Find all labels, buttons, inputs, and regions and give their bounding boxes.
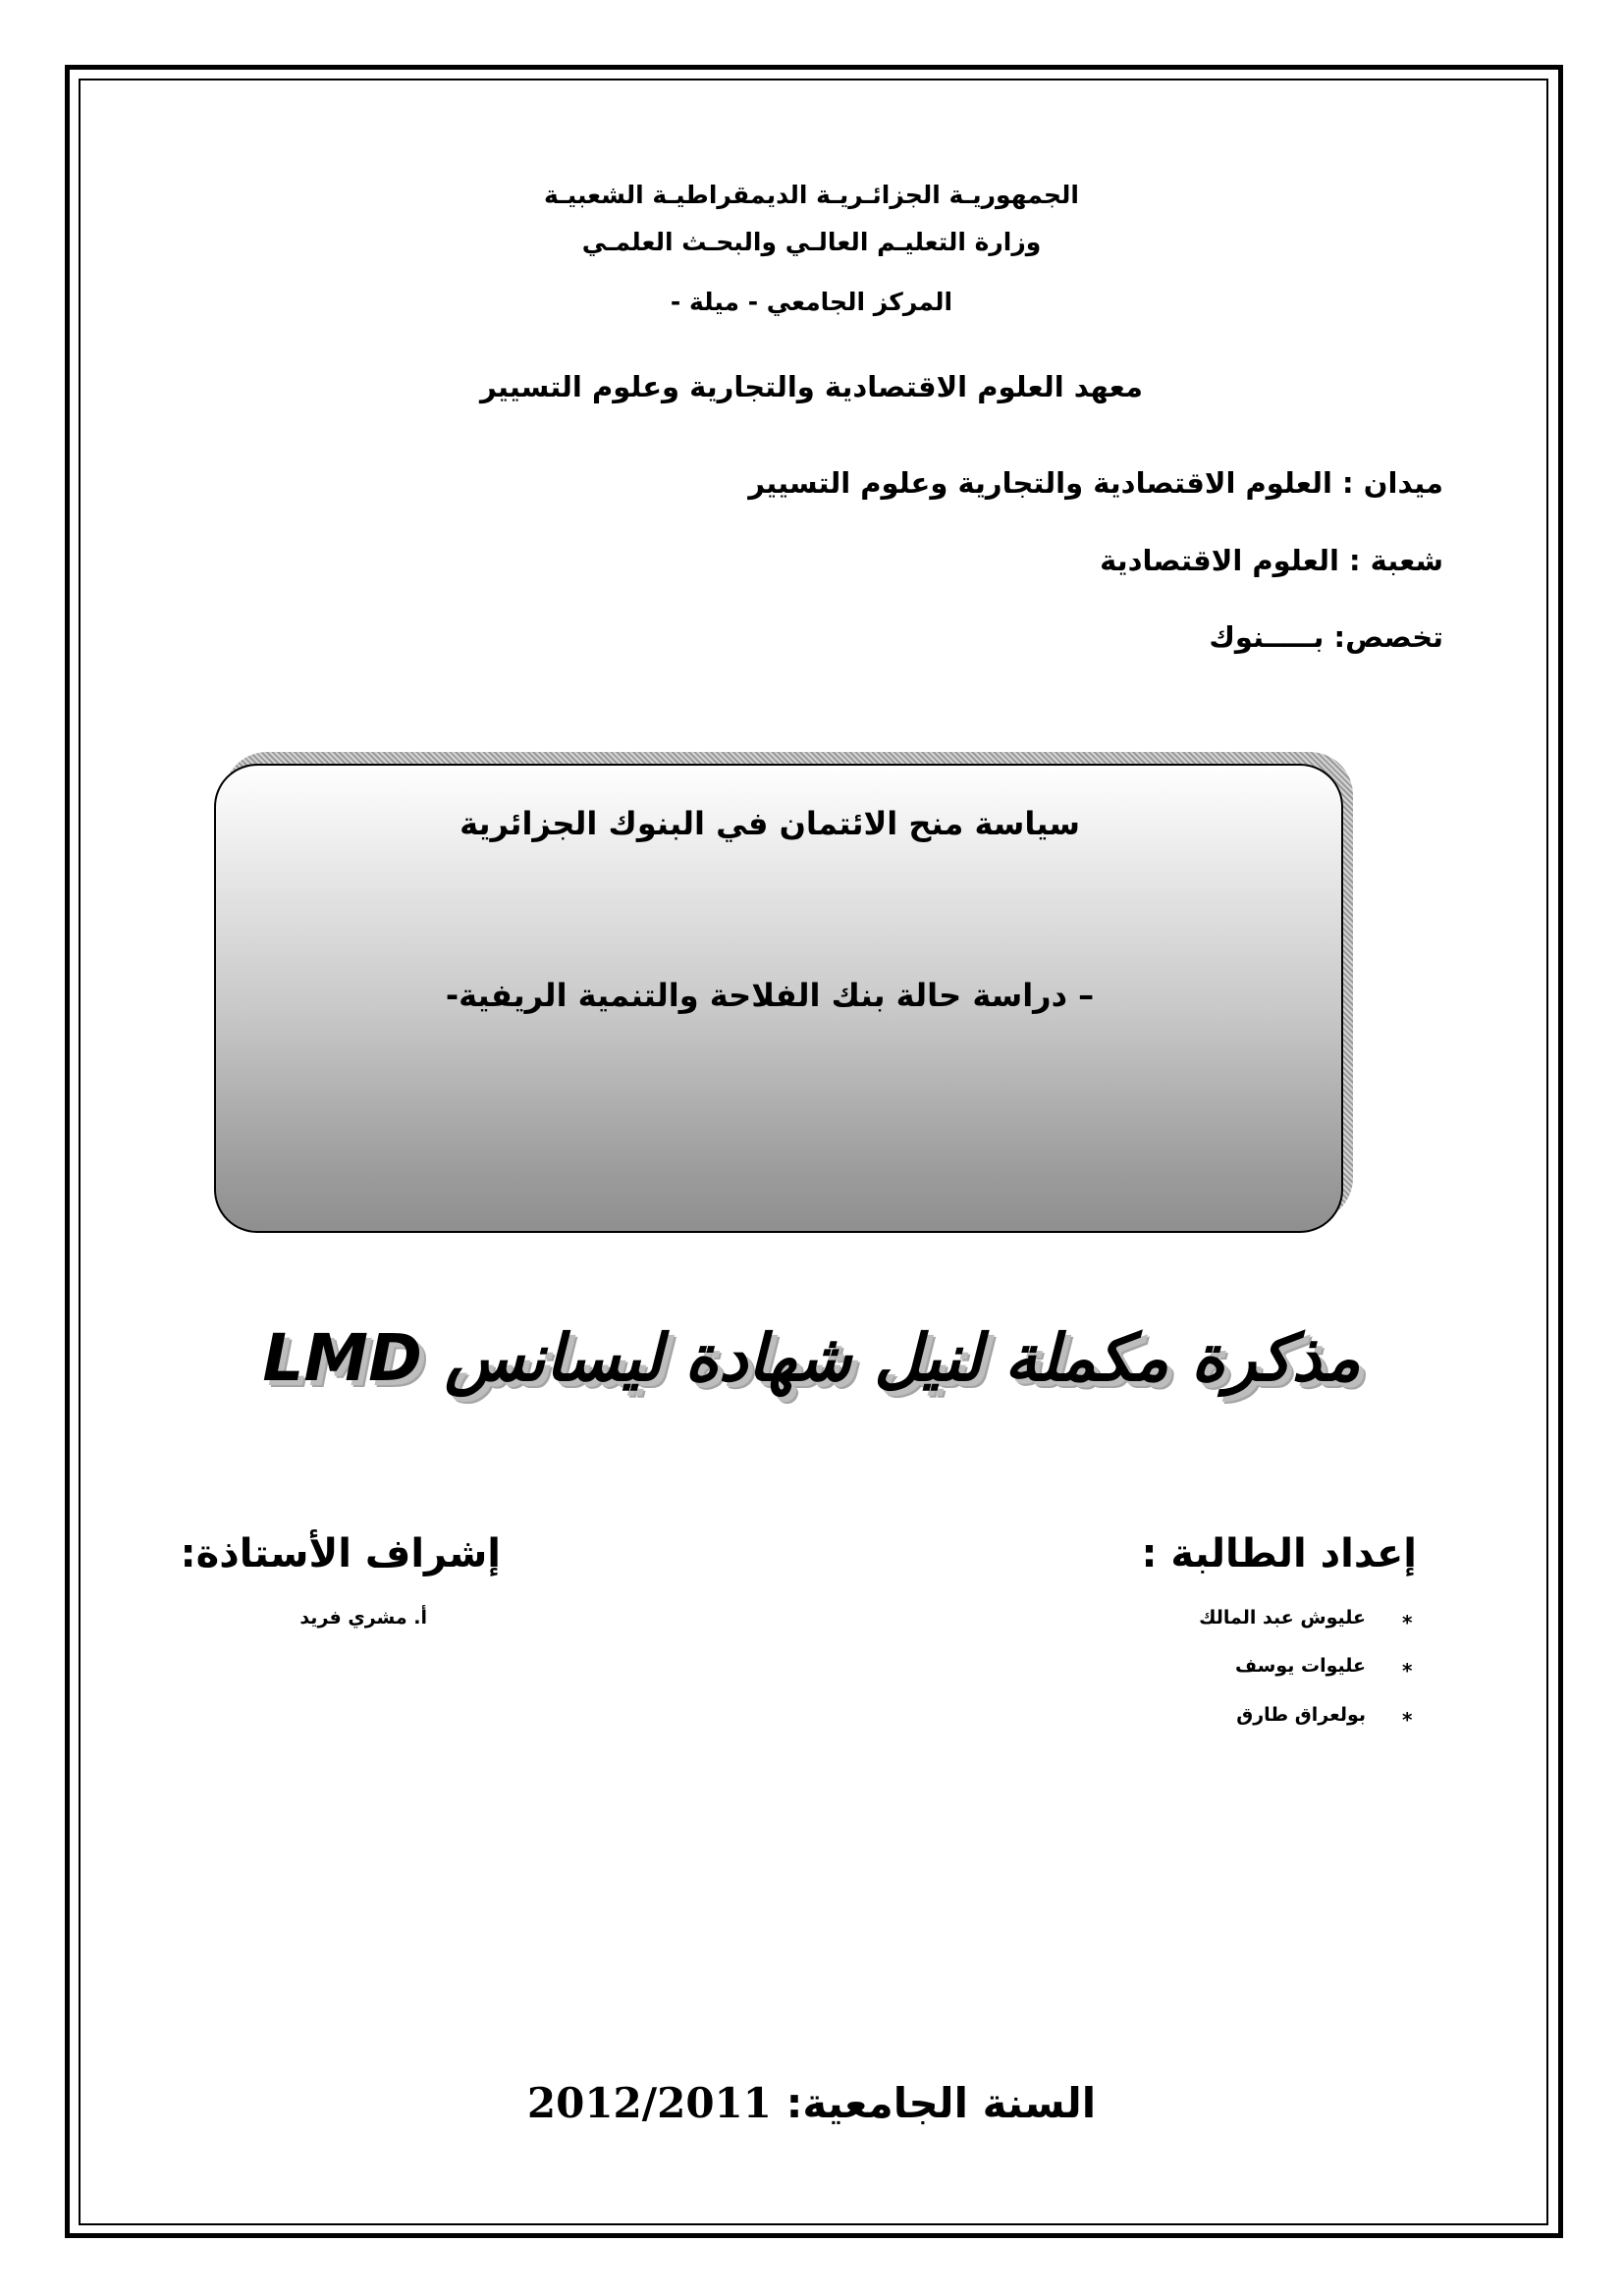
academic-year [0, 2079, 1623, 2127]
thesis-title: سياسة منح الائتمان في البنوك الجزائرية [460, 805, 1080, 842]
academic-year-value: 2012/2011 [526, 2079, 773, 2127]
field-specialty: تخصص: بـــــنوك [1209, 620, 1443, 654]
student-name-2: عليوات يوسف [1235, 1655, 1366, 1677]
student-name-3: بولعراق طارق [1236, 1704, 1366, 1726]
header-country: الجمهوريـة الجزائـريـة الديمقراطيـة الشعبيـة [544, 181, 1079, 209]
header-ministry: وزارة التعليـم العالـي والبحـث العلمـي [581, 228, 1042, 256]
bullet-star: * [1402, 1611, 1413, 1634]
academic-year-label: السنة الجامعية: [785, 2079, 1097, 2127]
bullet-star: * [1402, 1708, 1413, 1732]
title-box [214, 764, 1343, 1233]
field-domain: ميدان : العلوم الاقتصادية والتجارية وعلوم التسيير [748, 466, 1443, 500]
thesis-subtitle: – دراسة حالة بنك الفلاحة والتنمية الريفية- [445, 977, 1095, 1014]
supervisor-name: أ. مشري فريد [299, 1607, 427, 1629]
supervisor-heading: إشراف الأستاذة: [180, 1531, 501, 1576]
field-branch: شعبة : العلوم الاقتصادية [1100, 544, 1443, 577]
thesis-type-label: مذكرة مكملة لنيل شهادة ليسانس LMD [262, 1320, 1361, 1396]
header-university: المركز الجامعي - ميلة - [670, 288, 953, 316]
students-heading: إعداد الطالبة : [1141, 1531, 1417, 1576]
bullet-star: * [1402, 1659, 1413, 1682]
institute-name: معهد العلوم الاقتصادية والتجارية وعلوم التسيير [479, 370, 1143, 403]
student-name-1: عليوش عبد المالك [1199, 1607, 1366, 1629]
